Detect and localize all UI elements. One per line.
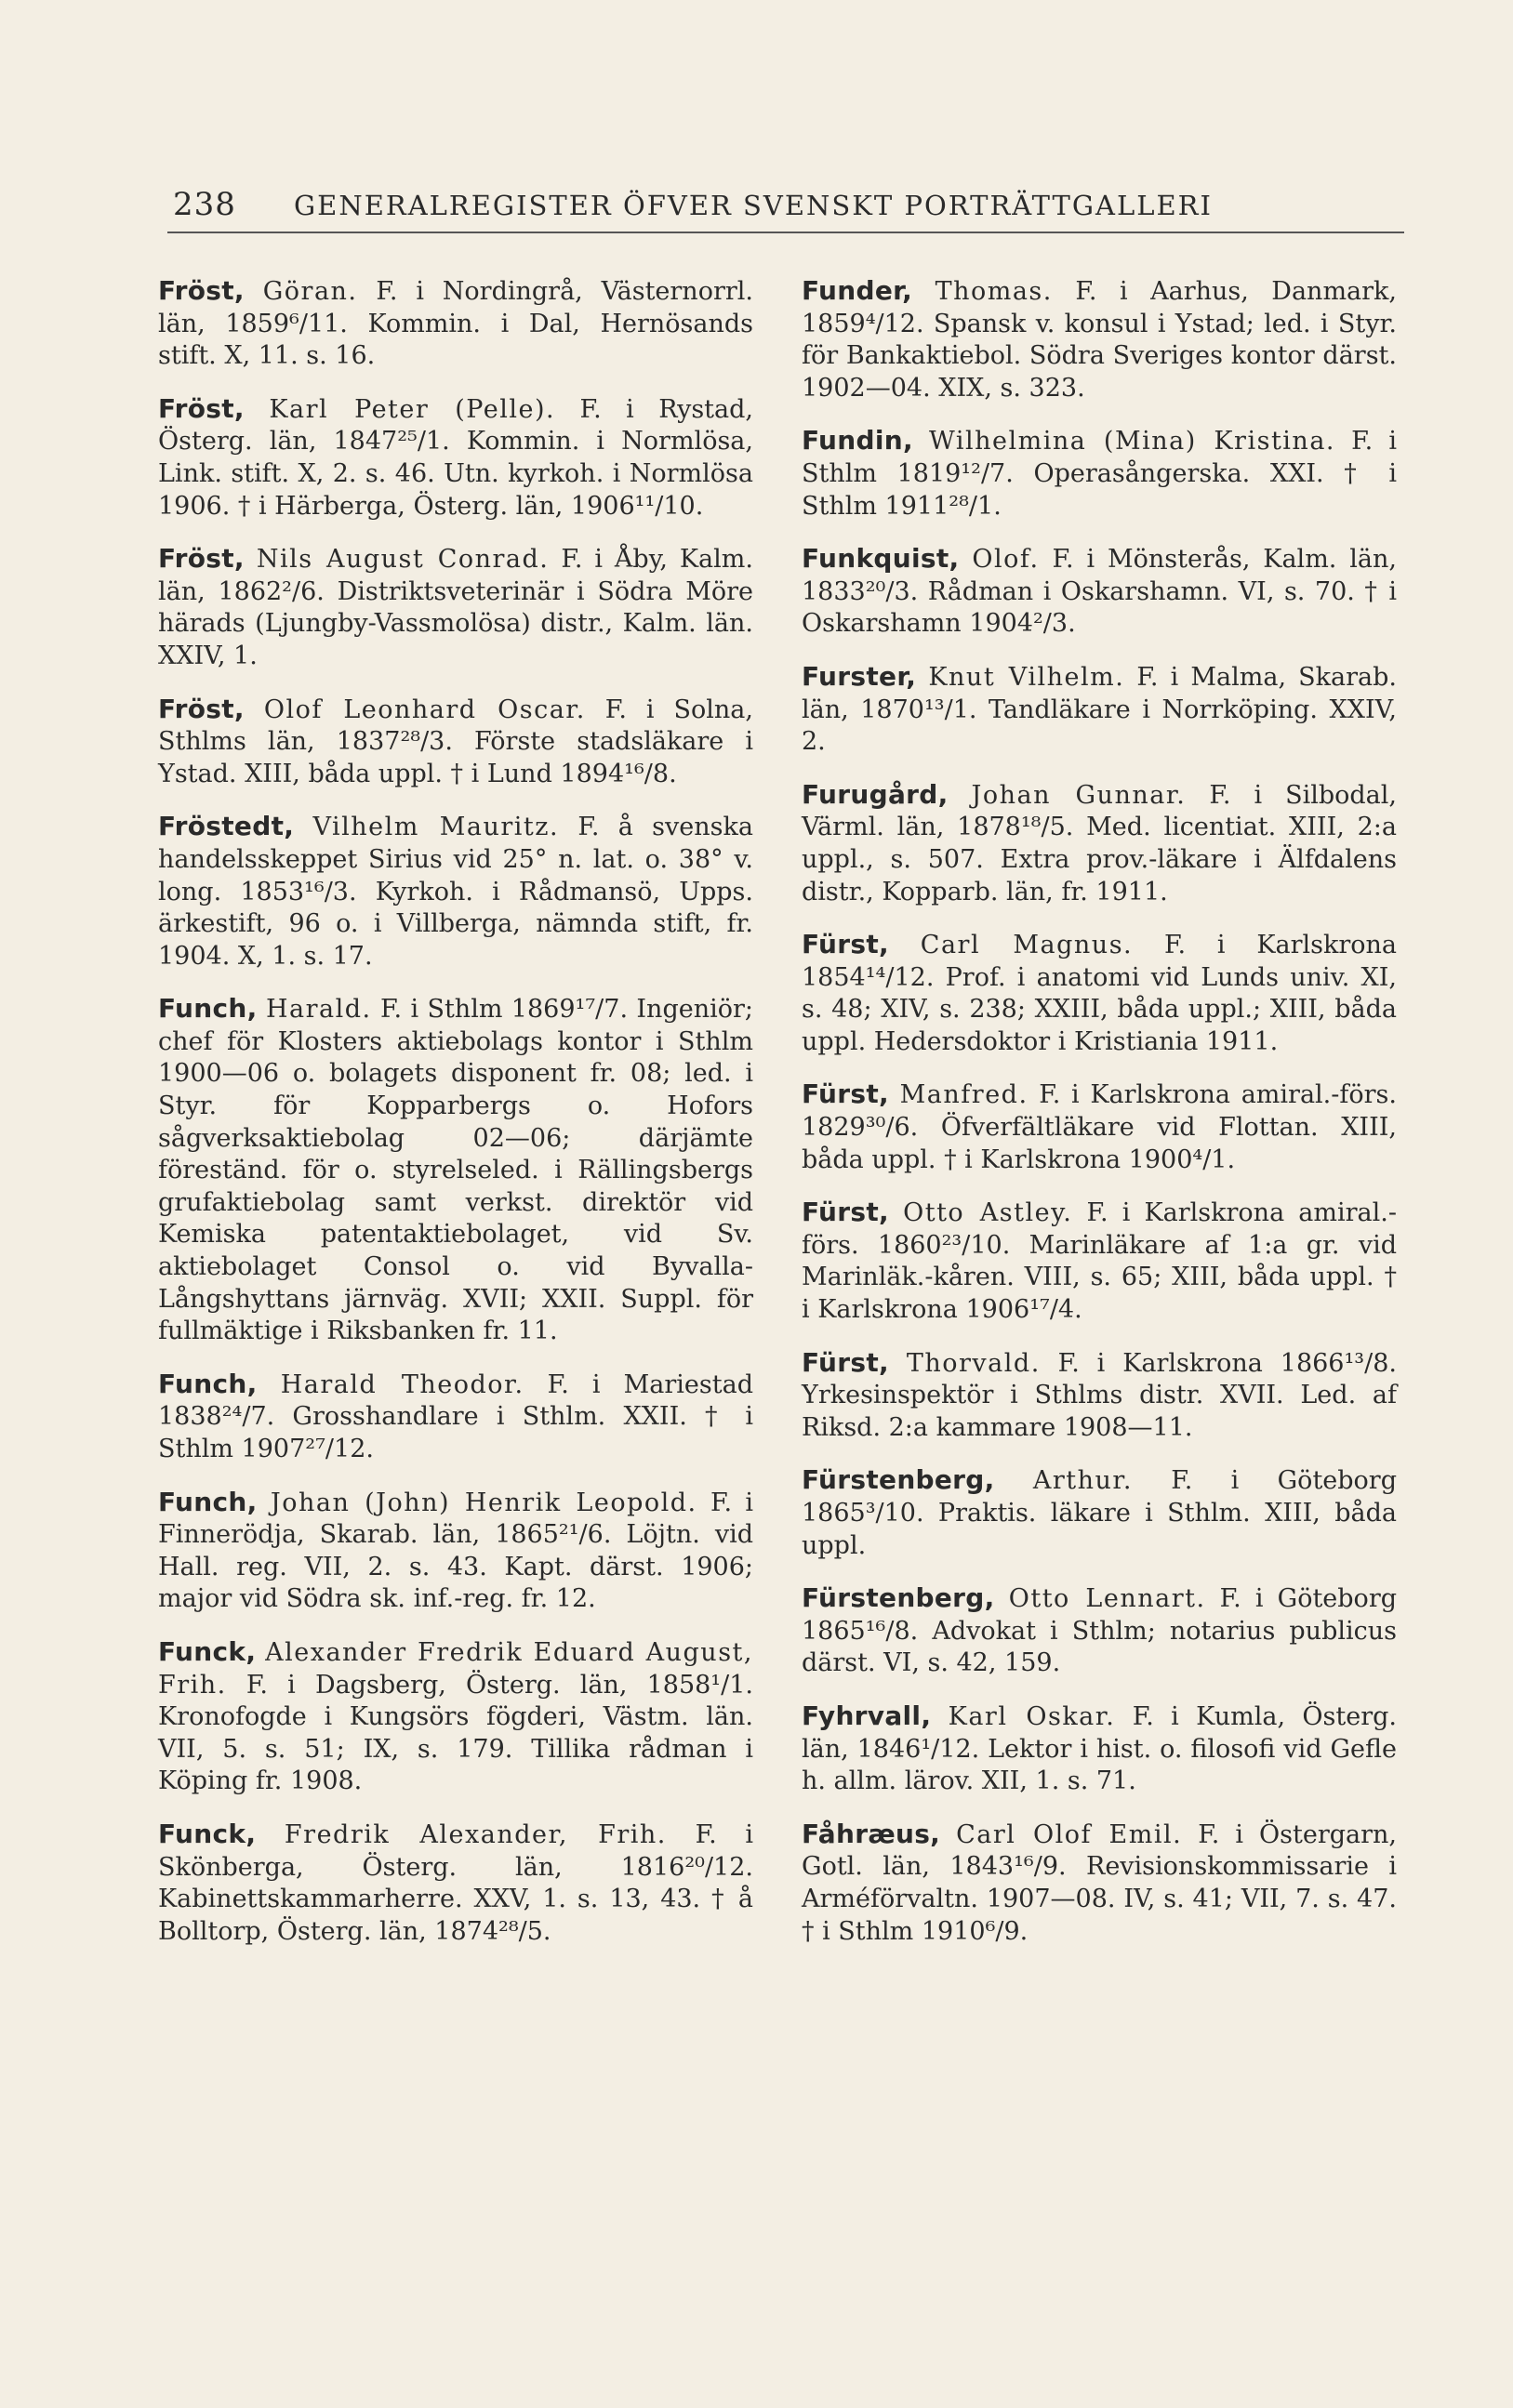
register-entry	[802, 1464, 1397, 1562]
entry-given-name: Johan (John) Henrik Leopold.	[270, 1488, 697, 1517]
register-entry	[802, 1700, 1397, 1798]
entry-given-name: Thorvald.	[906, 1348, 1041, 1378]
entry-surname: Fürst,	[802, 1346, 889, 1378]
entry-given-name: Harald Theodor.	[280, 1369, 524, 1399]
entry-text: F. i Rystad, Österg. län, 1847²⁵/1. Kommin. i Normlösa, Link. stift. X, 2. s. 46. Utn. kyrkoh. i Normlösa 1906. † i Härberga, Österg. län, 1906¹¹/10.	[158, 394, 753, 521]
register-entry	[158, 811, 753, 972]
entry-text: F. i Sthlm 1869¹⁷/7. Ingeniör; chef för Klosters aktiebolags kontor i Sthlm 1900—06 o. bolagets disponent fr. 08; led. i Styr. för Kopparbergs o. Hofors sågverksaktiebolag 02—06; därjämte föreständ. för o. styrelseled. i Rällingsbergs grufaktiebolag samt verkst. direktör vid Kemiska patentaktiebolaget, vid Sv. aktiebolaget Consol o. vid Byvalla-Långshyttans järnväg. XVII; XXII. Suppl. för fullmäktige i Riksbanken fr. 11.	[158, 995, 753, 1346]
register-entry	[158, 543, 753, 672]
entry-surname: Funder,	[802, 275, 913, 306]
entry-given-name: Carl Olof Emil.	[956, 1819, 1183, 1849]
entry-text: F. i Mariestad 1838²⁴/7. Grosshandlare i Sthlm. XXII. † i Sthlm 1907²⁷/12.	[158, 1369, 753, 1463]
entry-given-name: Nils August Conrad.	[256, 545, 550, 575]
entry-surname: Funch,	[158, 993, 258, 1025]
entry-text: F. i Solna, Sthlms län, 1837²⁸/3. Förste stadsläkare i Ystad. XIII, båda uppl. † i Lund 1894¹⁶/8.	[158, 695, 753, 788]
entry-given-name: Otto Lennart.	[1008, 1584, 1206, 1614]
entry-surname: Fundin,	[802, 425, 913, 456]
entry-given-name: Göran.	[262, 277, 358, 306]
register-entry	[802, 1582, 1397, 1680]
entry-text: F. i Kumla, Österg. län, 1846¹/12. Lektor i hist. o. filosofi vid Gefle h. allm. lärov. XII, 1. s. 71.	[802, 1701, 1397, 1796]
register-entry	[802, 929, 1397, 1058]
register-entry	[802, 543, 1397, 641]
left-column	[158, 275, 753, 1968]
entry-given-name: Manfred.	[899, 1080, 1029, 1110]
entry-text: F. i Skönberga, Österg. län, 1816²⁰/12. Kabinettskammarherre. XXV, 1. s. 13, 43. † å Bolltorp, Österg. län, 1874²⁸/5.	[158, 1819, 753, 1946]
entry-surname: Funch,	[158, 1368, 258, 1399]
entry-text: F. i Östergarn, Gotl. län, 1843¹⁶/9. Revisionskommissarie i Arméförvaltn. 1907—08. IV, s. 41; VII, 7. s. 47. † i Sthlm 1910⁶/9.	[802, 1819, 1397, 1946]
right-column	[802, 275, 1397, 1968]
entry-surname: Fürst,	[802, 929, 889, 960]
register-entry	[802, 1347, 1397, 1445]
entry-given-name: Olof.	[972, 545, 1040, 575]
entry-surname: Fröst,	[158, 543, 245, 575]
entry-surname: Funch,	[158, 1486, 258, 1517]
entry-surname: Furster,	[802, 660, 917, 692]
entry-given-name: Olof Leonhard Oscar.	[263, 695, 586, 724]
register-entry	[802, 1819, 1397, 1948]
register-entry	[158, 1369, 753, 1466]
entry-given-name: Karl Oskar.	[948, 1701, 1116, 1731]
entry-given-name: Wilhelmina (Mina) Kristina.	[929, 427, 1336, 456]
register-entry	[158, 1819, 753, 1948]
entry-surname: Fyhrvall,	[802, 1700, 932, 1731]
register-entry	[158, 993, 753, 1348]
register-entry	[158, 1487, 753, 1616]
register-entry	[158, 1636, 753, 1798]
entry-surname: Fåhræus,	[802, 1818, 941, 1849]
entry-given-name: Karl Peter (Pelle).	[269, 394, 556, 424]
entry-surname: Funkquist,	[802, 543, 960, 575]
entry-text: F. i Dagsberg, Österg. län, 1858¹/1. Kronofogde i Kungsörs fögderi, Västm. län. VII, 5. s. 51; IX, s. 179. Tillika rådman i Köping fr. 1908.	[158, 1670, 753, 1796]
entry-given-name: Alexander Fredrik Eduard August, Frih.	[158, 1637, 753, 1700]
entry-text: F. i Finnerödja, Skarab. län, 1865²¹/6. Löjtn. vid Hall. reg. VII, 2. s. 43. Kapt. därst. 1906; major vid Södra sk. inf.-reg. fr. 12.	[158, 1488, 753, 1614]
entry-text: F. i Åby, Kalm. län, 1862²/6. Distriktsveterinär i Södra Möre härads (Ljungby-Vassmolösa) distr., Kalm. län. XXIV, 1.	[158, 545, 753, 670]
entry-surname: Fröst,	[158, 392, 245, 424]
entry-surname: Fröst,	[158, 693, 245, 724]
register-entry	[158, 694, 753, 791]
register-entry	[802, 275, 1397, 404]
entry-surname: Funck,	[158, 1635, 257, 1667]
register-entry	[802, 779, 1397, 908]
register-entry	[802, 1197, 1397, 1326]
entry-given-name: Otto Astley.	[903, 1198, 1073, 1228]
entry-text: F. i Karlskrona amiral.-förs. 1860²³/10. Marinläkare af 1:a gr. vid Marinläk.-kåren. VIII, s. 65; XIII, båda uppl. † i Karlskrona 1906¹⁷/4.	[802, 1198, 1397, 1325]
register-entry	[158, 393, 753, 523]
entry-text: F. i Göteborg 1865³/10. Praktis. läkare i Sthlm. XIII, båda uppl.	[802, 1466, 1397, 1560]
entry-text: F. i Mönsterås, Kalm. län, 1833²⁰/3. Rådman i Oskarshamn. VI, s. 70. † i Oskarshamn 1904²/3.	[802, 545, 1397, 639]
entry-text: F. i Malma, Skarab. län, 1870¹³/1. Tandläkare i Norrköping. XXIV, 2.	[802, 662, 1397, 757]
entry-text: F. i Karlskrona 1866¹³/8. Yrkesinspektör i Sthlms distr. XVII. Led. af Riksd. 2:a kammare 1908—11.	[802, 1348, 1397, 1442]
header-rule	[167, 232, 1404, 233]
entry-text: F. i Silbodal, Värml. län, 1878¹⁸/5. Med. licentiat. XIII, 2:a uppl., s. 507. Extra prov.-läkare i Älfdalens distr., Kopparb. län, fr. 1911.	[802, 780, 1397, 906]
entry-given-name: Harald.	[265, 995, 372, 1025]
entry-given-name: Vilhelm Mauritz.	[312, 813, 560, 842]
entry-text: F. i Sthlm 1819¹²/7. Operasångerska. XXI. † i Sthlm 1911²⁸/1.	[802, 427, 1397, 521]
entry-surname: Fröst,	[158, 275, 245, 306]
entry-text: F. i Nordingrå, Västernorrl. län, 1859⁶/11. Kommin. i Dal, Hernösands stift. X, 11. s. 16.	[158, 277, 753, 371]
entry-text: F. i Karlskrona amiral.-förs. 1829³⁰/6. Öfverfältläkare vid Flottan. XIII, båda uppl. † i Karlskrona 1900⁴/1.	[802, 1080, 1397, 1174]
entry-given-name: Carl Magnus.	[920, 931, 1134, 960]
entry-given-name: Johan Gunnar.	[971, 780, 1187, 810]
entry-surname: Furugård,	[802, 778, 949, 810]
entry-surname: Fürst,	[802, 1197, 889, 1228]
entry-surname: Fürstenberg,	[802, 1582, 995, 1614]
register-entry	[802, 661, 1397, 759]
entry-given-name: Arthur.	[1032, 1466, 1133, 1496]
page-number: 238	[173, 186, 236, 223]
entry-text: F. i Aarhus, Danmark, 1859⁴/12. Spansk v. konsul i Ystad; led. i Styr. för Bankaktiebol. Södra Sveriges kontor därst. 1902—04. XIX, s. 323.	[802, 277, 1397, 403]
entry-surname: Funck,	[158, 1818, 257, 1849]
entry-surname: Fürstenberg,	[802, 1464, 995, 1496]
register-entry	[802, 1078, 1397, 1176]
page-header	[167, 186, 1404, 223]
entry-given-name: Fredrik Alexander, Frih.	[284, 1819, 667, 1849]
register-entry	[158, 275, 753, 373]
running-title: GENERALREGISTER ÖFVER SVENSKT PORTRÄTTGALLERI	[294, 190, 1213, 221]
entry-given-name: Knut Vilhelm.	[928, 662, 1125, 692]
entry-text: F. å svenska handelsskeppet Sirius vid 25° n. lat. o. 38° v. long. 1853¹⁶/3. Kyrkoh. i Rådmansö, Upps. ärkestift, 96 o. i Villberga, nämnda stift, fr. 1904. X, 1. s. 17.	[158, 813, 753, 971]
entry-given-name: Thomas.	[935, 277, 1053, 306]
register-entry	[802, 425, 1397, 523]
entry-surname: Fröstedt,	[158, 811, 295, 842]
entry-text: F. i Göteborg 1865¹⁶/8. Advokat i Sthlm; notarius publicus därst. VI, s. 42, 159.	[802, 1584, 1398, 1678]
entry-text: F. i Karlskrona 1854¹⁴/12. Prof. i anatomi vid Lunds univ. XI, s. 48; XIV, s. 238; XXIII, båda uppl.; XIII, båda uppl. Hedersdoktor i Kristiania 1911.	[802, 931, 1397, 1056]
entry-surname: Fürst,	[802, 1078, 889, 1110]
